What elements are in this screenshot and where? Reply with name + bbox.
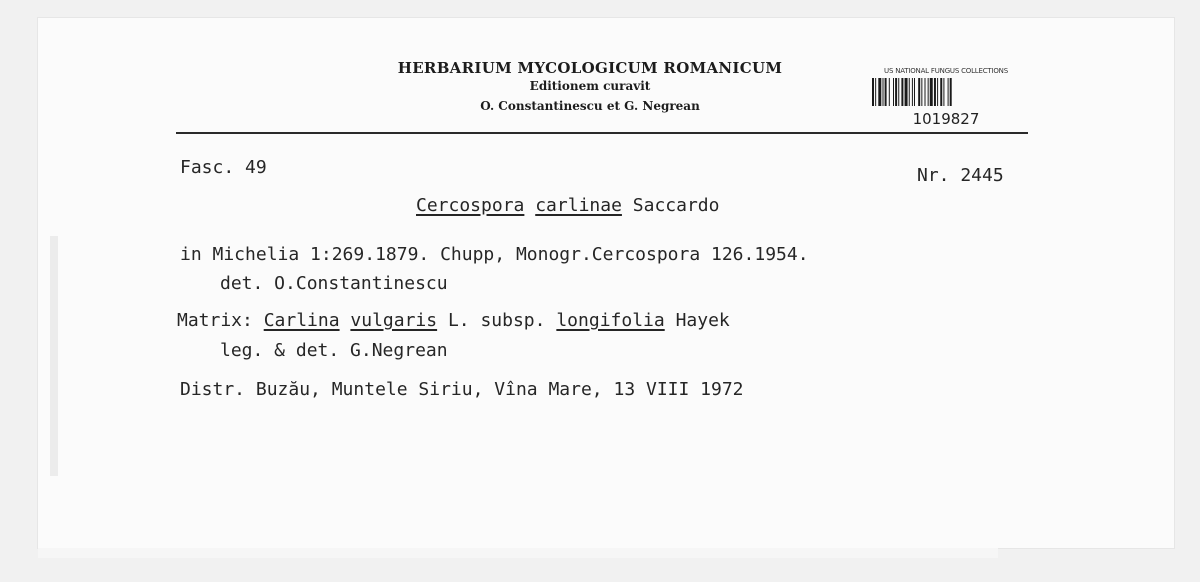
matrix-prefix: Matrix: bbox=[177, 310, 253, 331]
herbarium-subtitle: Editionem curavit bbox=[529, 79, 651, 93]
species-author: Saccardo bbox=[632, 195, 720, 216]
barcode-graphic bbox=[872, 78, 1008, 106]
collector-line: leg. & det. G.Negrean bbox=[220, 340, 448, 361]
host-genus: Carlina bbox=[263, 310, 340, 331]
species-epithet: carlinae bbox=[535, 195, 622, 216]
barcode-number: 1019827 bbox=[912, 110, 980, 128]
herbarium-title: HERBARIUM MYCOLOGICUM ROMANICUM bbox=[397, 59, 783, 77]
host-epithet: vulgaris bbox=[350, 310, 438, 331]
species-genus: Cercospora bbox=[416, 195, 525, 216]
herbarium-editors: O. Constantinescu et G. Negrean bbox=[480, 99, 700, 113]
locality-line: Distr. Buzău, Muntele Siriu, Vîna Mare, 13 VIII 1972 bbox=[180, 379, 744, 400]
fascicle-label: Fasc. 49 bbox=[180, 157, 267, 178]
citation-line: in Michelia 1:269.1879. Chupp, Monogr.Cercospora 126.1954. bbox=[180, 244, 809, 265]
host-middle: L. subsp. bbox=[447, 310, 546, 331]
barcode-block bbox=[872, 66, 1020, 128]
determiner-line: det. O.Constantinescu bbox=[220, 273, 448, 294]
label-header bbox=[370, 58, 810, 117]
host-author: Hayek bbox=[675, 310, 730, 331]
label-shadow-edge bbox=[50, 236, 58, 476]
matrix-line bbox=[177, 310, 730, 331]
specimen-number: Nr. 2445 bbox=[917, 165, 1004, 186]
host-subspecies: longifolia bbox=[556, 310, 665, 331]
label-bottom-strip bbox=[38, 548, 998, 558]
header-rule bbox=[176, 132, 1028, 134]
species-name bbox=[416, 195, 719, 216]
barcode-caption: US NATIONAL FUNGUS COLLECTIONS bbox=[884, 67, 1008, 75]
